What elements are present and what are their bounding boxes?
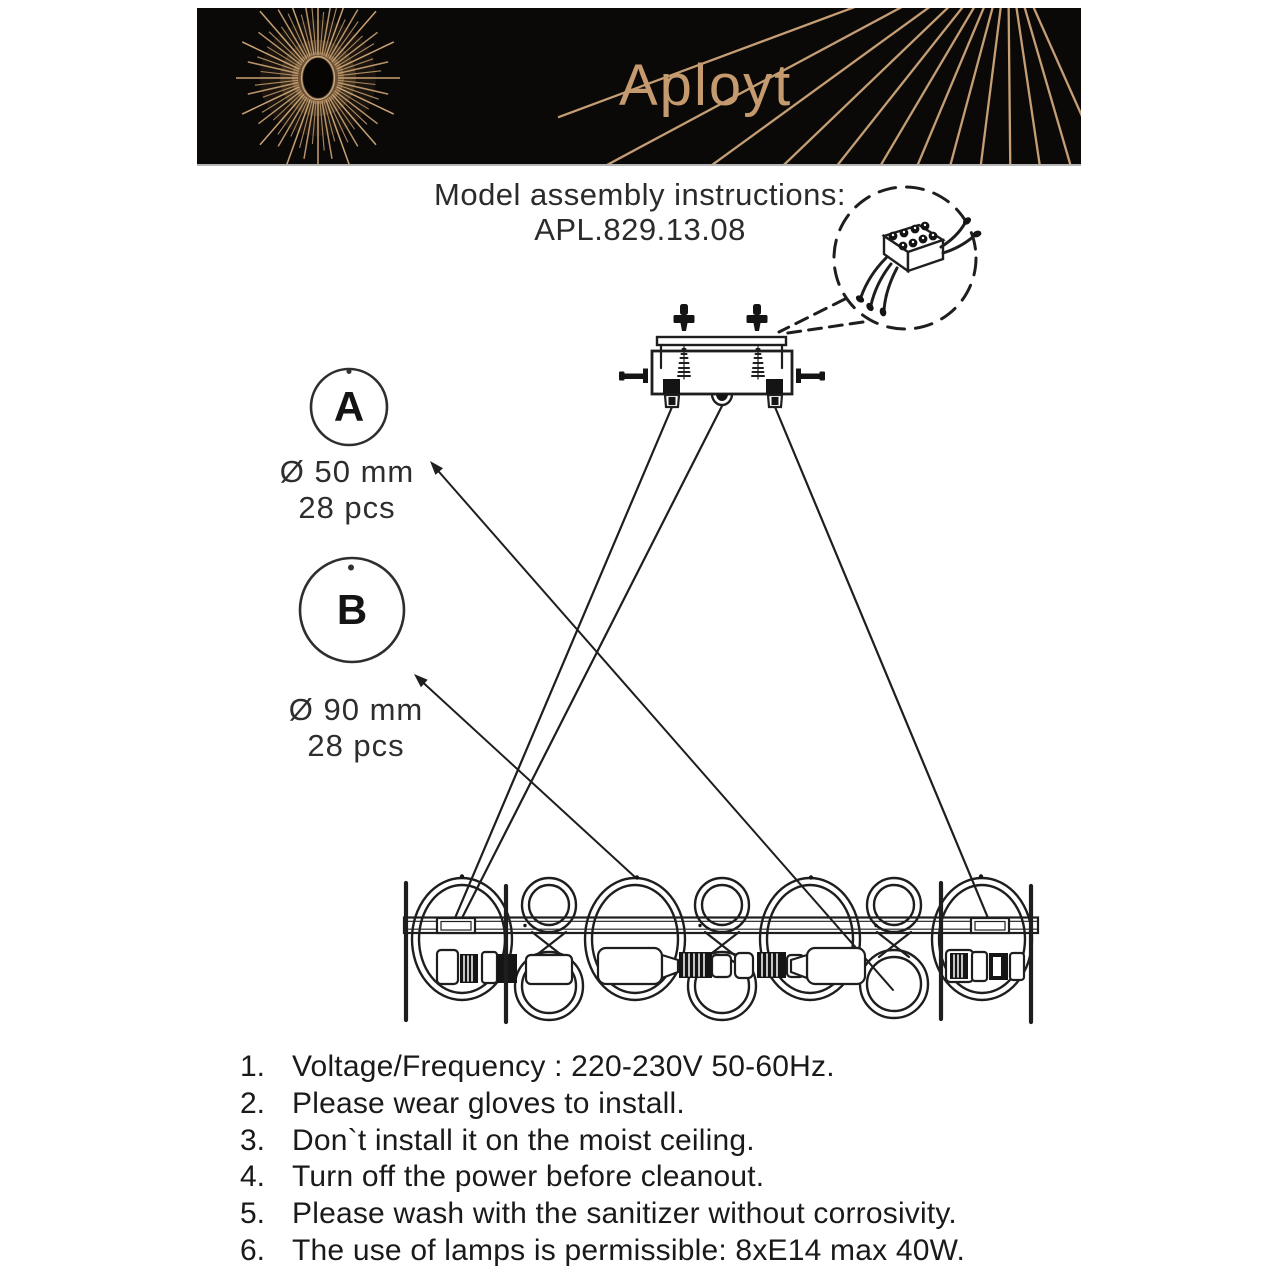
part-a-letter: A	[333, 383, 365, 430]
list-item-text: Don`t install it on the moist ceiling.	[292, 1123, 755, 1157]
list-item-text: Turn off the power before cleanout.	[292, 1160, 765, 1194]
mount-screw-icon	[674, 304, 768, 331]
list-item-number: 5.	[240, 1197, 266, 1231]
part-b-letter: B	[336, 586, 368, 633]
list-item	[240, 1049, 1080, 1086]
chandelier	[404, 874, 1038, 1022]
part-b-qty: 28 pcs	[307, 728, 405, 763]
list-item-number: 3.	[240, 1123, 266, 1157]
list-item-number: 2.	[240, 1086, 266, 1120]
brand-logo-text: Aployt	[619, 53, 793, 118]
list-item	[240, 1196, 1080, 1233]
callout-bubble	[779, 187, 976, 334]
page-title: Model assembly instructions:	[434, 177, 846, 212]
instruction-list	[240, 1049, 1080, 1270]
list-item-text: Voltage/Frequency : 220-230V 50-60Hz.	[292, 1050, 835, 1083]
list-item-number: 1.	[240, 1050, 266, 1083]
part-a-size: Ø 50 mm	[279, 454, 415, 489]
list-item-text: Please wash with the sanitizer without corrosivity.	[292, 1197, 957, 1231]
part-b-size: Ø 90 mm	[288, 692, 424, 727]
ceiling-canopy	[619, 304, 825, 407]
list-item	[240, 1159, 1080, 1196]
list-item	[240, 1123, 1080, 1160]
list-item-text: Please wear gloves to install.	[292, 1086, 685, 1120]
list-item	[240, 1086, 1080, 1123]
ring-50mm	[522, 878, 921, 932]
terminal-block-icon	[854, 216, 982, 318]
list-item	[240, 1233, 1080, 1270]
list-item-number: 4.	[240, 1160, 266, 1194]
reference-dots	[460, 874, 983, 927]
model-number: APL.829.13.08	[534, 212, 746, 247]
suspension-wires	[455, 406, 988, 918]
list-item-number: 6.	[240, 1233, 266, 1267]
part-a-qty: 28 pcs	[298, 490, 396, 525]
list-item-text: The use of lamps is permissible: 8xE14 max 40W.	[292, 1233, 966, 1267]
